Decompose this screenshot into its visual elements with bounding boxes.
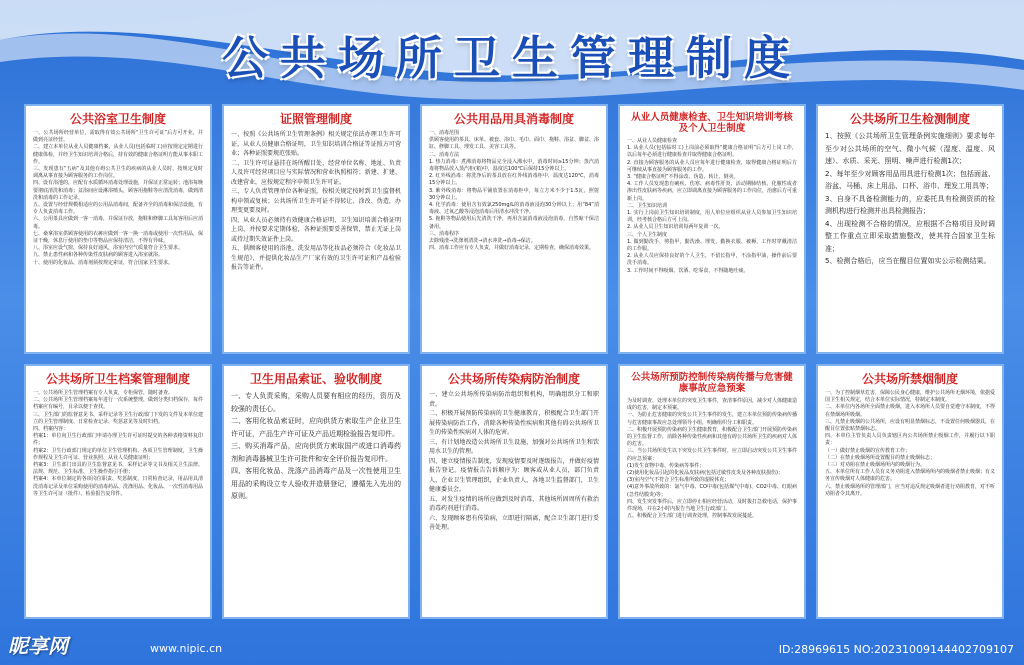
card-archive-management: [24, 364, 212, 619]
card-body: 一、公共场所经营单位，需取得有效公共场所“卫生许可证”后方可开业，并做到亮证经营。 二、建立本单位从业人员健康档案，从业人员(包括临时工)应按规定定期进行健康体检，并经卫生知识培训合格后，持有效的健康合格证明方能从事本职工作。 三、发现患有“五病”及其他有碍公共卫生的疾病的从业人员时，按规定及时调离从事直接为顾客服务的工作岗位。 四、设有浴池的，应配有水质循环消毒处理设施，并保证正常运转；池浴每晚要彻底清洗和消毒；盆浴间应设淋浴喷头，顾客用拖鞋等应清洗消毒，做到清洗和消毒的工作记录。 五、设置与经营规模相适应的公用品消毒间，配备齐全的消毒和保洁设施，有专人负责消毒工作。 六、公用茶具应做到一客一消毒，并保证存放，拖鞋和修脚工具每客用后应消毒。 七、桑拿浴室供顾客使用的衣裤应做到一客一换一消毒或使用一次性用品，保证干燥，休息厅使用的垫巾等物品应保持清洁，不得有异味。 八、浴室应设气窗，保持良好通风，浴室内空气质量符合卫生要求。 九、禁止患性病和各种传染性皮肤病的顾客进入浴室就浴。 十、使用的化妆品、消毒剂须按规定索证，符合国家卫生要求。: [33, 130, 204, 266]
card-title: 公共浴室卫生制度: [69, 112, 166, 126]
rules-grid: [24, 104, 1000, 619]
card-body: 一、消毒范围 供顾客使用的茶具、床单、被套、浴巾、毛巾、面巾、拖鞋、浴盆、脚盆、浴缸、修脚工具、理发工具、美容工具等。 二、消毒方法 1. 热力消毒：煮沸消毒将物品完全浸入沸水中，消毒时间≥15分钟；蒸汽消毒将物品放入蒸汽柜(箱)中，温度达100℃后保持15分钟以上。 2. 红外线消毒：将洗净后的茶具放在红外线消毒柜中，温度达120℃，消毒15分钟以上。 3. 紫外线消毒：将物品平铺放置在消毒柜中，每立方米不少于1.5瓦，照射30分钟以上。 4. 化学消毒：使用含有效氯250mg/L的消毒液浸泡30分钟以上；用“84”消毒液、过氧乙酸等浸泡消毒后用清水冲洗干净。 5. 拖鞋等物品使用后先清洗干净，再用含氯消毒液浸泡消毒，自然晾干保洁备用。 三、消毒程序 去除残渣→洗涤剂清洗→清水冲洗→消毒→保洁。 四、消毒工作应有专人负责，并做好消毒记录，定期检查，确保消毒效果。: [429, 130, 600, 252]
card-hygiene-testing: [816, 104, 1004, 354]
watermark-url: www.nipic.cn: [150, 642, 223, 655]
card-no-smoking: [816, 364, 1004, 619]
card-infectious-disease: [420, 364, 608, 619]
card-title: 公共场所传染病防治制度: [447, 372, 580, 386]
card-body: 一、从业人员健康检查 1. 从业人员(包括临时工)上岗前必须取得“健康合格证明”后方可上岗工作，以后每年必须进行健康检查并取得健康合格证明。 2. 直接为顾客服务的从业人员应每年进行健康检查，取得健康合格证明后方可继续从事直接为顾客服务的工作。 3. “健康合格证明”不得涂改、伪造、转让、倒卖。 4. 工作人员发现患有痢疾、伤寒、病毒性肝炎、活动期肺结核、化脓性或者渗出性皮肤病等疾病，应立即调离直接为顾客服务的工作岗位，治愈后方可重新上岗。 二、卫生知识培训 1. 实行上岗前卫生知识培训制度，用人单位应组织从业人员参加卫生知识培训，经考核合格后方可上岗。 2. 从业人员卫生知识培训每两年复训一次。 三、个人卫生制度 1. 做到勤洗手、剪指甲，勤洗澡、理发，勤换衣服、被褥，工作时穿戴清洁的工作服。 2. 从业人员应保持良好的个人卫生，不留长指甲，不涂指甲油，操作前后要洗手消毒。 3. 工作时间不得吸烟、饮酒、吃零食，不得随地吐痰。: [627, 138, 798, 274]
card-body: 1、按照《公共场所卫生管理条例实施细则》要求每年至少对公共场所的空气、微小气候（湿度、温度、风速）、水质、采光、照明、噪声进行检测1次； 2、每年至少对顾客用品用具进行检测1次；包括面盆、浴盆、马桶、床上用品、口杯、浴巾、理发工用具等； 3、自身不具备检测能力的，应委托具有检测资质的检测机构进行检测并出具检测报告； 4、出现检测不合格的情况，应根据不合格项目及时调整工作重点立即采取措施整改，使其符合国家卫生标准； 5、检测合格后，应当在醒目位置如实公示检测结果。: [825, 132, 995, 265]
card-body: 一、为了控制烟草危害，保障公民身心健康，维护公共场所无烟环境，依据爱国卫生相关规定，结合本单位实际情况，特制定本制度。 二、本单位内各场所全面禁止吸烟，进入本场所人员要自觉遵守本制度，不得在禁烟场所吸烟。 三、凡禁止吸烟的公共场所，应设有明显禁烟标志，不设置任何吸烟器具，在醒目位置张贴禁烟标志。 四、本单位主管负责人员负责辖区内公共场所禁止吸烟工作，并履行以下职责： （一）做好禁止吸烟的宣传教育工作； （二）在禁止吸烟场所设置醒目的禁止吸烟标志； （三）对劝阻在禁止吸烟场所内的吸烟行为。 五、本单位所有工作人员有义务劝阻进入禁烟场所内的吸烟者禁止吸烟；有义务宣传吸烟对人体健康的危害。 六、禁止吸烟场所的管理部门，应当对违反规定吸烟者进行劝阻教育，对不听劝阻者令其离开。: [825, 390, 996, 497]
card-emergency-plan: [618, 364, 806, 619]
card-title: 公共用品用具消毒制度: [453, 112, 574, 126]
card-title: 公共场所卫生档案管理制度: [45, 372, 190, 386]
card-supplies-verification: [222, 364, 410, 619]
card-title: 从业人员健康检查、卫生知识培训考核及个人卫生制度: [631, 112, 793, 134]
card-bathroom-hygiene: [24, 104, 212, 354]
card-title: 公共场所预防控制传染病传播与危害健康事故应急预案: [631, 372, 793, 394]
card-staff-health: [618, 104, 806, 354]
card-title: 证照管理制度: [279, 112, 352, 126]
watermark-logo: 昵享网: [8, 634, 68, 658]
card-title: 公共场所卫生检测制度: [849, 112, 970, 126]
card-license-management: [222, 104, 410, 354]
page-title: 公共场所卫生管理制度: [222, 31, 802, 85]
card-body: 一、建立公共场所传染病防治组织和机构，明确组织分工和职责。 二、积极开展预防传染病的卫生健康教育，积极配合卫生部门开展传染病防治工作，消除各种传染性疾病和其他有碍公共场所卫生的传染性疾病对人体的危害。 三、有计划地改造公共场所卫生设施，加强对公共场所卫生和饮用水卫生的管理。 四、建立疫情报告制度，发现疫情要及时逐级报告，并做好疫情报告登记。疫情报告告诉顺序为：顾客或从业人员，部门负责人，企业卫生管理组织，企业负责人，各地卫生监督部门，卫生健康委员会。 五、对发生疫情的场所应做到及时消毒，其他场所固周所有救治消毒药剂进行消毒。 六、发现顾客患有传染病，立即进行隔离，配合卫生部门进行妥善处理。: [429, 391, 599, 531]
card-body: 一、专人负责采购，采购人员要有相应的经历，资历及较强的责任心。 二、客用化妆品索证时，应向供货方索取生产企业卫生许可证，产品生产许可证及产品近期检验报告复印件。 三、购买消毒产品，应向供货方索取国产或进口消毒药剂和消毒器械卫生许可批件和安全评价报告复印件。 四、客用化妆品、洗涤产品消毒产品及一次性使用卫生用品的采购设立专人验收并造册登记，遵循先入先出的原则。: [231, 392, 401, 500]
card-body: 一、按照《公共场所卫生管理条例》相关规定依法办理卫生许可证，从业人员健康合格证明，卫生知识培训合格证等证照方可营业；各种证照要规范张贴。 二、卫生许可证悬挂在场所醒目处，经营单位名称、地址、负责人及许可经营项目应与实际情况和营业执照相符；新建、扩建、改建营业，应按规定程序申领卫生许可证。 三、专人负责管理单位各种证照，按相关规定按时到卫生监督机构申领或复核；公共场所卫生许可证不得转让、涂改、伪造，办理变更要及时。 四、从业人员必须持有效健康合格证明、卫生知识培训合格证明上岗，并按要求定期体检，各种证照要妥善保管，禁止无证上岗或持过期失效证件上岗。 五、供顾客使用的浴池、洗发用品等化妆品必须符合《化妆品卫生规范》，并提供化妆品生产厂家有效的卫生许可证和产品检验报告等证件。: [231, 131, 401, 271]
card-title: 卫生用品索证、验收制度: [249, 372, 382, 386]
card-disinfection: [420, 104, 608, 354]
card-body: 一、公共场所卫生管理档案有专人负责，专柜保管，随时备查。 二、公共场所卫生管理档案每年进行一次系统整理，做到分类归档保存，每件档案应有编号，目录以便于查找。 三、卫生部门的监督意见书、采样记录等卫生行政部门下发的文件及本单位建立的卫生管理制度、日常检查记录、奖惩意见等及时归档。 四、档案内容： 档案1：单位向卫生行政部门申请办理卫生许可证时提交的各种表格资料复印件； 档案2：卫生行政部门规定的单位卫生管理机构、各项卫生管理制度，卫生操作规程及卫生许可证、营业执照、从业人员健康证明； 档案3：卫生部门出具的卫生监督意见书，采样记录等文书及相关卫生法律、法规、规范、卫生标准、卫生操作指引手册； 档案4：本单位制定的各项岗位职责、奖惩制度，日常检查记录，用品用具清洗消毒记录及单位采购使用的消毒药品、洗涤用品、化妆品、一次性消毒用品等卫生许可证（批件）、检验报告复印件。: [33, 390, 204, 497]
card-title: 公共场所禁烟制度: [861, 372, 958, 386]
card-body: 为及时调查、处理本单位的突发卫生事件，查清事件原因，减少对人体健康造成的危害，制定本预案。 一、为防止危害健康的突发公共卫生事件的发生，建立本单位预防传染病传播与危害健康事故应急处理领导小组，明确组织分工和职责。 二、积极开展预防传染病的卫生健康教育，积极配合卫生部门开展预防传染病的卫生监督工作，消除各种传染性疾病和其他有碍公共场所卫生的疾病对人体的危害。 三、当公共场所发生以下突发公共卫生事件时，应立即启动突发公共卫生事件的应急预案： (1)发生食物中毒、传染病等事件； (2)使用化妆品引起的化妆品皮肤病(包括过敏性皮炎及各种皮肤损伤)； (3)室内空气不符合卫生标准所致的虚脱休克； (4)意外事故所致的：氯气中毒、CO中毒(包括煤气中毒)、CO2中毒、红眼病(急性结膜炎)等； 四、发生突发事件后，应立即停止相应经营活动，及时拨打急救电话，保护事件现场，并在2小时内报告当地卫生行政部门。 五、积极配合卫生部门进行调查处理，控制事故发展蔓延。: [627, 398, 798, 520]
watermark-id: ID:28969615 NO:20231009144402709107: [778, 643, 1014, 656]
